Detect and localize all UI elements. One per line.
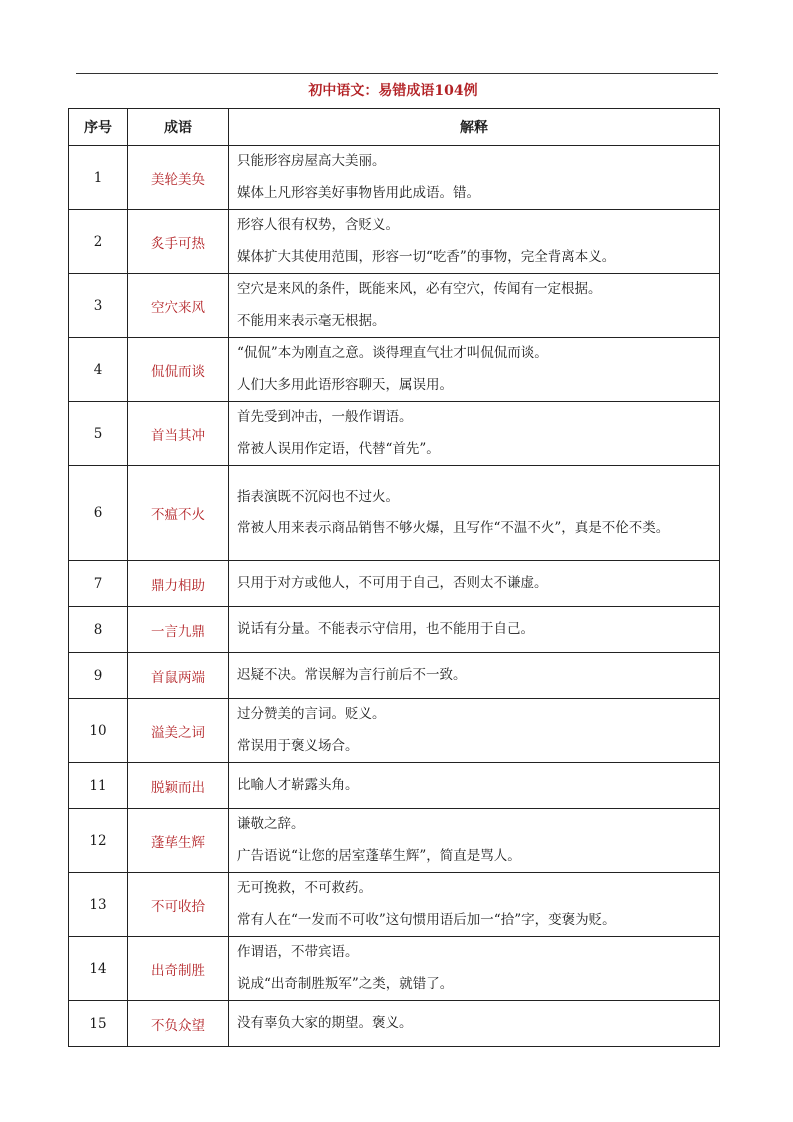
table-header-row <box>69 109 720 146</box>
table-row <box>69 274 720 338</box>
explanation-line: 说话有分量。不能表示守信用，也不能用于自己。 <box>237 620 534 637</box>
row-number: 8 <box>69 607 128 653</box>
table-row <box>69 873 720 937</box>
row-number: 7 <box>69 561 128 607</box>
explanation-line: 媒体上凡形容美好事物皆用此成语。错。 <box>237 184 480 201</box>
table-row <box>69 607 720 653</box>
explanation-cell <box>229 466 720 561</box>
explanation-line: 常被人用来表示商品销售不够火爆，且写作“不温不火”，真是不伦不类。 <box>237 520 670 536</box>
explanation-cell <box>229 274 720 338</box>
explanation-line: 常被人误用作定语，代替“首先”。 <box>237 440 440 457</box>
idiom-cell: 出奇制胜 <box>128 937 229 1001</box>
idiom-cell: 首鼠两端 <box>128 653 229 699</box>
row-number: 15 <box>69 1001 128 1047</box>
row-number: 6 <box>69 466 128 561</box>
explanation-cell <box>229 561 720 607</box>
explanation-line: 过分赞美的言词。贬义。 <box>237 706 386 722</box>
idiom-cell: 不可收拾 <box>128 873 229 937</box>
explanation-line: 人们大多用此语形容聊天，属误用。 <box>237 376 453 393</box>
row-number: 10 <box>69 699 128 763</box>
row-number: 13 <box>69 873 128 937</box>
document-title: 初中语文：易错成语104例 <box>308 83 478 99</box>
table-row <box>69 699 720 763</box>
explanation-line: 常有人在“一发而不可收”这句惯用语后加一“拾”字，变褒为贬。 <box>237 911 616 928</box>
explanation-cell <box>229 210 720 274</box>
explanation-line: 不能用来表示毫无根据。 <box>237 312 386 329</box>
idiom-cell: 首当其冲 <box>128 402 229 466</box>
row-number: 4 <box>69 338 128 402</box>
explanation-line: 比喻人才崭露头角。 <box>237 776 359 793</box>
table-row <box>69 210 720 274</box>
row-number: 3 <box>69 274 128 338</box>
explanation-line: 首先受到冲击，一般作谓语。 <box>237 409 413 425</box>
table-row <box>69 146 720 210</box>
explanation-cell <box>229 699 720 763</box>
idiom-cell: 侃侃而谈 <box>128 338 229 402</box>
idiom-cell: 蓬荜生辉 <box>128 809 229 873</box>
explanation-line: “侃侃”本为刚直之意。谈得理直气壮才叫侃侃而谈。 <box>237 345 548 361</box>
explanation-line: 说成“出奇制胜叛军”之类，就错了。 <box>237 975 454 992</box>
row-number: 2 <box>69 210 128 274</box>
row-number: 1 <box>69 146 128 210</box>
table-row <box>69 653 720 699</box>
explanation-cell <box>229 937 720 1001</box>
row-number: 9 <box>69 653 128 699</box>
explanation-line: 迟疑不决。常误解为言行前后不一致。 <box>237 666 467 683</box>
header-number: 序号 <box>69 109 128 146</box>
explanation-cell <box>229 607 720 653</box>
explanation-cell <box>229 146 720 210</box>
explanation-line: 谦敬之辞。 <box>237 816 305 832</box>
row-number: 5 <box>69 402 128 466</box>
explanation-line: 作谓语，不带宾语。 <box>237 944 359 960</box>
idiom-cell: 炙手可热 <box>128 210 229 274</box>
table-row <box>69 466 720 561</box>
explanation-cell <box>229 1001 720 1047</box>
explanation-line: 只用于对方或他人，不可用于自己，否则太不谦虚。 <box>237 574 548 591</box>
table-row <box>69 763 720 809</box>
explanation-cell <box>229 809 720 873</box>
idiom-cell: 一言九鼎 <box>128 607 229 653</box>
idiom-cell: 不瘟不火 <box>128 466 229 561</box>
table-row <box>69 937 720 1001</box>
explanation-cell <box>229 763 720 809</box>
idiom-cell: 美轮美奂 <box>128 146 229 210</box>
explanation-line: 无可挽救，不可救药。 <box>237 880 372 896</box>
explanation-line: 没有辜负大家的期望。褒义。 <box>237 1014 413 1031</box>
explanation-line: 空穴是来风的条件，既能来风，必有空穴，传闻有一定根据。 <box>237 281 602 297</box>
explanation-line: 常误用于褒义场合。 <box>237 737 359 754</box>
table-row <box>69 561 720 607</box>
idiom-table <box>68 108 720 1047</box>
table-row <box>69 1001 720 1047</box>
explanation-cell <box>229 338 720 402</box>
explanation-line: 指表演既不沉闷也不过火。 <box>237 488 399 505</box>
explanation-cell <box>229 653 720 699</box>
table-row <box>69 809 720 873</box>
explanation-cell <box>229 873 720 937</box>
idiom-cell: 脱颖而出 <box>128 763 229 809</box>
explanation-line: 广告语说“让您的居室蓬荜生辉”，简直是骂人。 <box>237 847 521 864</box>
header-explanation: 解释 <box>229 109 720 146</box>
header-rule <box>76 73 718 74</box>
idiom-cell: 不负众望 <box>128 1001 229 1047</box>
explanation-cell <box>229 402 720 466</box>
row-number: 12 <box>69 809 128 873</box>
explanation-line: 媒体扩大其使用范围，形容一切“吃香”的事物，完全背离本义。 <box>237 248 616 265</box>
idiom-cell: 溢美之词 <box>128 699 229 763</box>
table-row <box>69 402 720 466</box>
table-body <box>69 146 720 1047</box>
row-number: 11 <box>69 763 128 809</box>
header-idiom: 成语 <box>128 109 229 146</box>
idiom-cell: 鼎力相助 <box>128 561 229 607</box>
explanation-line: 只能形容房屋高大美丽。 <box>237 153 386 169</box>
explanation-line: 形容人很有权势，含贬义。 <box>237 217 399 233</box>
row-number: 14 <box>69 937 128 1001</box>
table-row <box>69 338 720 402</box>
idiom-cell: 空穴来风 <box>128 274 229 338</box>
